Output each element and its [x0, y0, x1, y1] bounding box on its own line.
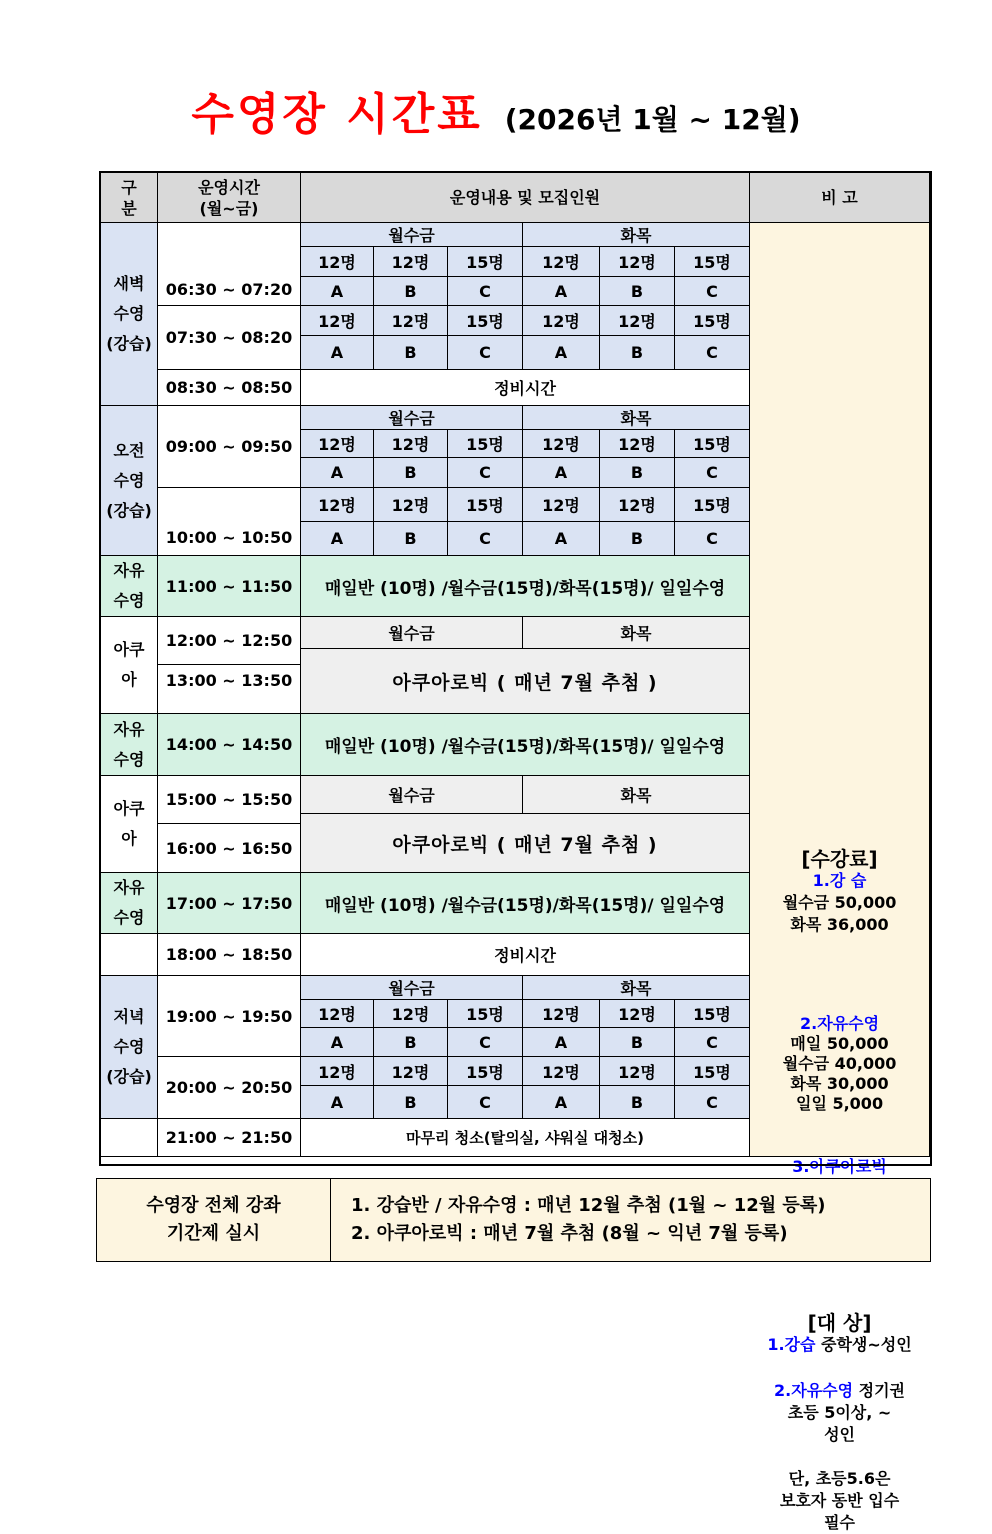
day-group-tt: 화목 [523, 406, 750, 430]
class-cell: C [448, 336, 523, 370]
class-cell: B [600, 522, 675, 556]
footer-right-line1: 1. 강습반 / 자유수영 : 매년 12월 추첨 (1월 ~ 12월 등록) [351, 1195, 826, 1216]
fee-lesson-tt: 화목 36,000 [790, 914, 889, 934]
class-cell: A [301, 1028, 374, 1057]
capacity-cell: 12명 [301, 430, 374, 458]
day-group-tt: 화목 [523, 617, 750, 649]
time-cell: 19:00 ~ 19:50 [158, 976, 301, 1057]
capacity-cell: 12명 [523, 247, 600, 277]
day-group-mwf: 월수금 [301, 406, 523, 430]
capacity-cell: 12명 [523, 430, 600, 458]
capacity-cell: 12명 [374, 1000, 448, 1028]
time-cell: 13:00 ~ 13:50 [158, 665, 301, 714]
category-free-swim: 자유 수영 [101, 873, 158, 934]
category-dawn: 새벽 수영 (강습) [101, 223, 158, 406]
category-aqua: 아쿠 아 [101, 617, 158, 714]
capacity-cell: 12명 [600, 247, 675, 277]
class-cell: C [448, 522, 523, 556]
target-lesson-text: 중학생~성인 [815, 1334, 912, 1354]
class-cell: A [523, 1086, 600, 1119]
fee-free-daily: 매일 50,000 [790, 1033, 889, 1053]
capacity-cell: 15명 [448, 306, 523, 336]
class-cell: A [523, 277, 600, 306]
fee-free-label: 2.자유수영 [800, 1013, 880, 1033]
empty-category [101, 934, 158, 976]
time-cell: 14:00 ~ 14:50 [158, 714, 301, 776]
class-cell: C [675, 1028, 750, 1057]
class-cell: B [374, 1028, 448, 1057]
capacity-cell: 15명 [675, 1057, 750, 1086]
empty-category [101, 1119, 158, 1157]
capacity-cell: 12명 [523, 1000, 600, 1028]
class-cell: C [675, 458, 750, 488]
target-free-label: 2.자유수영 [774, 1380, 854, 1400]
class-cell: A [523, 458, 600, 488]
fee-title: [수강료] [801, 846, 878, 871]
capacity-cell: 12명 [301, 488, 374, 522]
class-cell: B [374, 277, 448, 306]
category-evening: 저녁 수영 (강습) [101, 976, 158, 1119]
capacity-cell: 12명 [600, 488, 675, 522]
class-cell: B [374, 336, 448, 370]
time-cell: 17:00 ~ 17:50 [158, 873, 301, 934]
capacity-cell: 15명 [675, 247, 750, 277]
capacity-cell: 15명 [675, 430, 750, 458]
day-group-tt: 화목 [523, 223, 750, 247]
capacity-cell: 15명 [675, 1000, 750, 1028]
time-cell: 10:00 ~ 10:50 [158, 488, 301, 556]
class-cell: B [600, 1028, 675, 1057]
capacity-cell: 12명 [374, 306, 448, 336]
fee-free-tt: 화목 30,000 [790, 1073, 889, 1093]
capacity-cell: 15명 [448, 1000, 523, 1028]
day-group-mwf: 월수금 [301, 223, 523, 247]
class-cell: A [523, 336, 600, 370]
fee-lesson-mwf: 월수금 50,000 [782, 892, 897, 912]
capacity-cell: 12명 [374, 247, 448, 277]
footer-right-line2: 2. 아쿠아로빅 : 매년 7월 추첨 (8월 ~ 익년 7월 등록) [351, 1223, 788, 1244]
header-category: 구 분 [101, 173, 158, 223]
free-swim-label: 매일반 (10명) /월수금(15명)/화목(15명)/ 일일수영 [301, 714, 750, 776]
class-cell: B [600, 1086, 675, 1119]
capacity-cell: 15명 [448, 247, 523, 277]
capacity-cell: 12명 [301, 306, 374, 336]
target-free-text: 정기권 [853, 1380, 906, 1400]
time-cell: 07:30 ~ 08:20 [158, 306, 301, 370]
time-cell: 11:00 ~ 11:50 [158, 556, 301, 617]
title-main: 수영장 시간표 [191, 89, 483, 140]
class-cell: C [675, 522, 750, 556]
time-cell: 20:00 ~ 20:50 [158, 1057, 301, 1119]
capacity-cell: 15명 [448, 488, 523, 522]
capacity-cell: 12명 [301, 1057, 374, 1086]
maintenance-label: 정비시간 [301, 370, 750, 406]
footer-notice [96, 1178, 931, 1262]
day-group-mwf: 월수금 [301, 617, 523, 649]
capacity-cell: 12명 [600, 430, 675, 458]
class-cell: A [301, 1086, 374, 1119]
class-cell: B [374, 1086, 448, 1119]
aerobic-label: 아쿠아로빅 ( 매년 7월 추첨 ) [301, 649, 750, 714]
class-cell: C [675, 277, 750, 306]
class-cell: B [600, 277, 675, 306]
time-cell: 08:30 ~ 08:50 [158, 370, 301, 406]
target-lesson-label: 1.강습 [767, 1334, 816, 1354]
target-note-3: 필수 [824, 1512, 855, 1532]
class-cell: A [301, 336, 374, 370]
time-cell: 21:00 ~ 21:50 [158, 1119, 301, 1157]
capacity-cell: 15명 [675, 488, 750, 522]
time-cell: 15:00 ~ 15:50 [158, 776, 301, 824]
category-free-swim: 자유 수영 [101, 556, 158, 617]
capacity-cell: 15명 [448, 1057, 523, 1086]
category-free-swim: 자유 수영 [101, 714, 158, 776]
class-cell: A [301, 277, 374, 306]
capacity-cell: 12명 [301, 1000, 374, 1028]
aerobic-label: 아쿠아로빅 ( 매년 7월 추첨 ) [301, 814, 750, 873]
maintenance-label: 정비시간 [301, 934, 750, 976]
header-notes: 비 고 [750, 173, 930, 223]
footer-left-line1: 수영장 전체 강좌 [146, 1195, 281, 1216]
capacity-cell: 12명 [374, 1057, 448, 1086]
capacity-cell: 12명 [523, 306, 600, 336]
notes-column [750, 223, 930, 1532]
target-title: [대 상] [807, 1310, 872, 1335]
capacity-cell: 12명 [374, 488, 448, 522]
capacity-cell: 12명 [600, 306, 675, 336]
capacity-cell: 12명 [301, 247, 374, 277]
day-group-tt: 화목 [523, 976, 750, 1000]
cleaning-label: 마무리 청소(탈의실, 샤워실 대청소) [301, 1119, 750, 1157]
target-free-age: 초등 5이상, ~ [787, 1402, 892, 1422]
class-cell: B [600, 336, 675, 370]
header-time: 운영시간 (월~금) [158, 173, 301, 223]
fee-lesson-label: 1.강 습 [812, 870, 867, 890]
capacity-cell: 12명 [374, 430, 448, 458]
time-cell: 06:30 ~ 07:20 [158, 223, 301, 306]
class-cell: A [301, 458, 374, 488]
day-group-mwf: 월수금 [301, 776, 523, 814]
target-note-1: 단, 초등5.6은 [788, 1468, 891, 1488]
class-cell: C [448, 277, 523, 306]
capacity-cell: 12명 [523, 488, 600, 522]
class-cell: B [600, 458, 675, 488]
class-cell: B [374, 458, 448, 488]
class-cell: A [523, 522, 600, 556]
capacity-cell: 12명 [523, 1057, 600, 1086]
class-cell: C [675, 1086, 750, 1119]
class-cell: A [301, 522, 374, 556]
footer-left-line2: 기간제 실시 [166, 1223, 261, 1244]
class-cell: C [448, 1028, 523, 1057]
fee-free-day: 일일 5,000 [795, 1093, 884, 1113]
free-swim-label: 매일반 (10명) /월수금(15명)/화목(15명)/ 일일수영 [301, 556, 750, 617]
time-cell: 16:00 ~ 16:50 [158, 824, 301, 873]
capacity-cell: 15명 [448, 430, 523, 458]
page-title [0, 78, 992, 142]
title-period: (2026년 1월 ~ 12월) [504, 103, 801, 136]
fee-aqua-label: 3.아쿠아로빅 [792, 1156, 887, 1176]
class-cell: C [448, 1086, 523, 1119]
category-aqua: 아쿠 아 [101, 776, 158, 873]
fee-free-mwf: 월수금 40,000 [782, 1053, 897, 1073]
time-cell: 09:00 ~ 09:50 [158, 406, 301, 488]
free-swim-label: 매일반 (10명) /월수금(15명)/화목(15명)/ 일일수영 [301, 873, 750, 934]
category-morning: 오전 수영 (강습) [101, 406, 158, 556]
day-group-mwf: 월수금 [301, 976, 523, 1000]
class-cell: A [523, 1028, 600, 1057]
header-content: 운영내용 및 모집인원 [301, 173, 750, 223]
time-cell: 12:00 ~ 12:50 [158, 617, 301, 665]
time-cell: 18:00 ~ 18:50 [158, 934, 301, 976]
class-cell: C [675, 336, 750, 370]
class-cell: B [374, 522, 448, 556]
capacity-cell: 15명 [675, 306, 750, 336]
capacity-cell: 12명 [600, 1000, 675, 1028]
target-note-2: 보호자 동반 입수 [779, 1490, 900, 1510]
target-free-adult: 성인 [824, 1424, 855, 1444]
capacity-cell: 12명 [600, 1057, 675, 1086]
day-group-tt: 화목 [523, 776, 750, 814]
class-cell: C [448, 458, 523, 488]
